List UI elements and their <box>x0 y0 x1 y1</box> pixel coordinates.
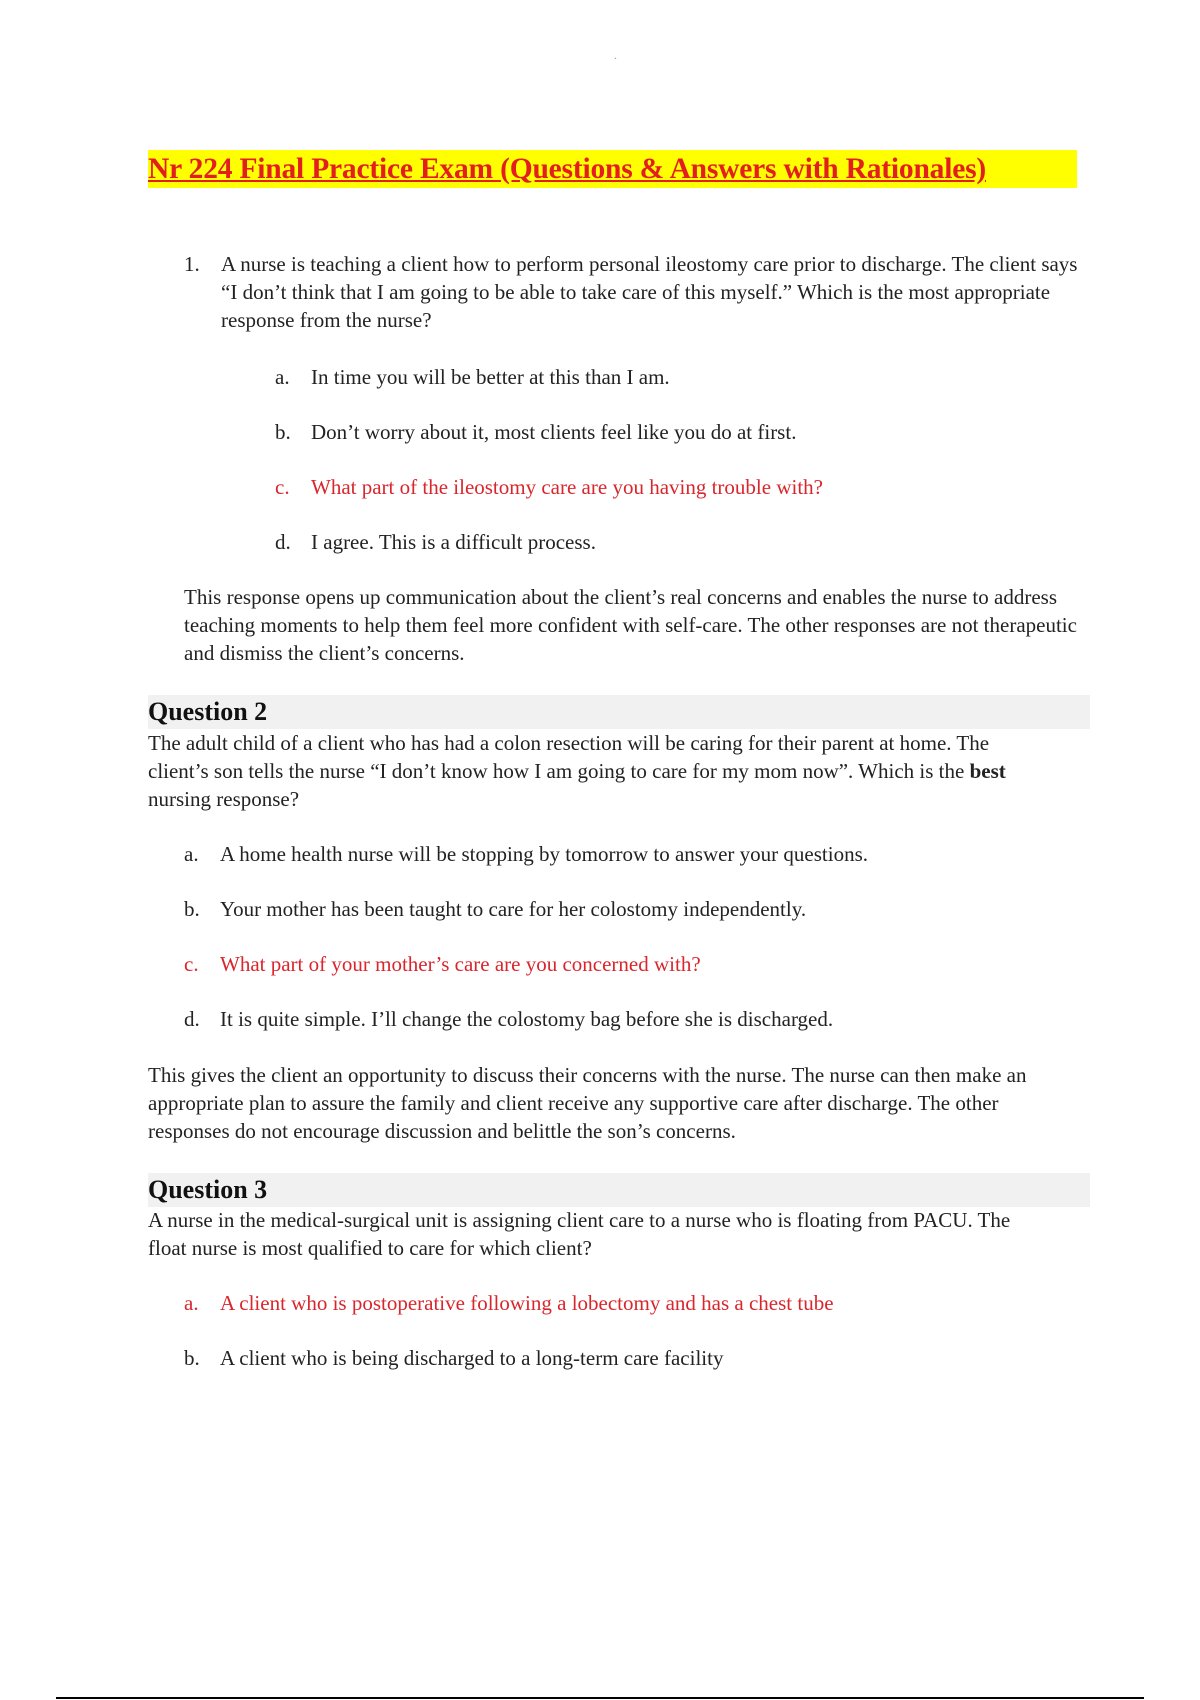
q1-option-d <box>275 528 596 556</box>
page-bottom-rule <box>56 1697 1144 1699</box>
document-title: Nr 224 Final Practice Exam (Questions & Answers with Rationales) <box>148 150 1077 188</box>
option-text: A home health nurse will be stopping by tomorrow to answer your questions. <box>220 842 868 866</box>
option-text: A client who is postoperative following a lobectomy and has a chest tube <box>220 1291 834 1315</box>
header-dot: . <box>614 48 617 62</box>
option-letter: a. <box>184 1291 199 1315</box>
q3-option-a-correct <box>184 1289 834 1317</box>
q1-option-b <box>275 418 796 446</box>
option-text: A client who is being discharged to a long-term care facility <box>220 1346 724 1370</box>
option-text: Your mother has been taught to care for her colostomy independently. <box>220 897 807 921</box>
option-text: What part of your mother’s care are you concerned with? <box>220 952 701 976</box>
option-letter: b. <box>184 897 200 921</box>
question-1-number: 1. <box>184 252 200 276</box>
question-3-stem: A nurse in the medical-surgical unit is assigning client care to a nurse who is floating from PACU. The float nurse is most qualified to care for which client? <box>148 1208 1011 1260</box>
option-text: What part of the ileostomy care are you having trouble with? <box>311 475 823 499</box>
question-2-rationale: This gives the client an opportunity to discuss their concerns with the nurse. The nurse can then make an appropriate plan to assure the family and client receive any supportive care after discharge. The other responses do not encourage discussion and belittle the son’s concerns. <box>148 1063 1027 1143</box>
option-letter: c. <box>184 952 199 976</box>
q1-option-c-correct <box>275 473 823 501</box>
option-text: It is quite simple. I’ll change the colostomy bag before she is discharged. <box>220 1007 834 1031</box>
stem-text: nursing response? <box>148 787 300 811</box>
q2-option-d <box>184 1005 833 1033</box>
stem-text: The adult child of a client who has had a colon resection will be caring for their parent at home. The client’s son tells the nurse “I don’t know how I am going to care for my mom now”. Which is the <box>148 731 990 783</box>
option-letter: b. <box>184 1346 200 1370</box>
question-3-header: Question 3 <box>148 1173 1090 1207</box>
option-letter: a. <box>275 365 290 389</box>
option-letter: b. <box>275 420 291 444</box>
question-2-stem <box>148 729 1028 813</box>
option-text: I agree. This is a difficult process. <box>311 530 596 554</box>
option-text: Don’t worry about it, most clients feel like you do at first. <box>311 420 797 444</box>
stem-emphasis: best <box>969 759 1006 783</box>
q2-option-a <box>184 840 868 868</box>
option-letter: d. <box>184 1007 200 1031</box>
question-2-header: Question 2 <box>148 695 1090 729</box>
option-letter: c. <box>275 475 290 499</box>
question-1-rationale: This response opens up communication about the client’s real concerns and enables the nurse to address teaching moments to help them feel more confident with self-care. The other responses are not therapeutic and dismiss the client’s concerns. <box>184 585 1077 665</box>
q1-option-a <box>275 363 670 391</box>
option-letter: d. <box>275 530 291 554</box>
q2-option-c-correct <box>184 950 701 978</box>
question-1-stem: A nurse is teaching a client how to perform personal ileostomy care prior to discharge. The client says “I don’t think that I am going to be able to take care of this myself.” Which is the most appropriate response from the nurse? <box>221 252 1078 332</box>
q2-option-b <box>184 895 806 923</box>
option-letter: a. <box>184 842 199 866</box>
q3-option-b <box>184 1344 723 1372</box>
option-text: In time you will be better at this than I am. <box>311 365 670 389</box>
